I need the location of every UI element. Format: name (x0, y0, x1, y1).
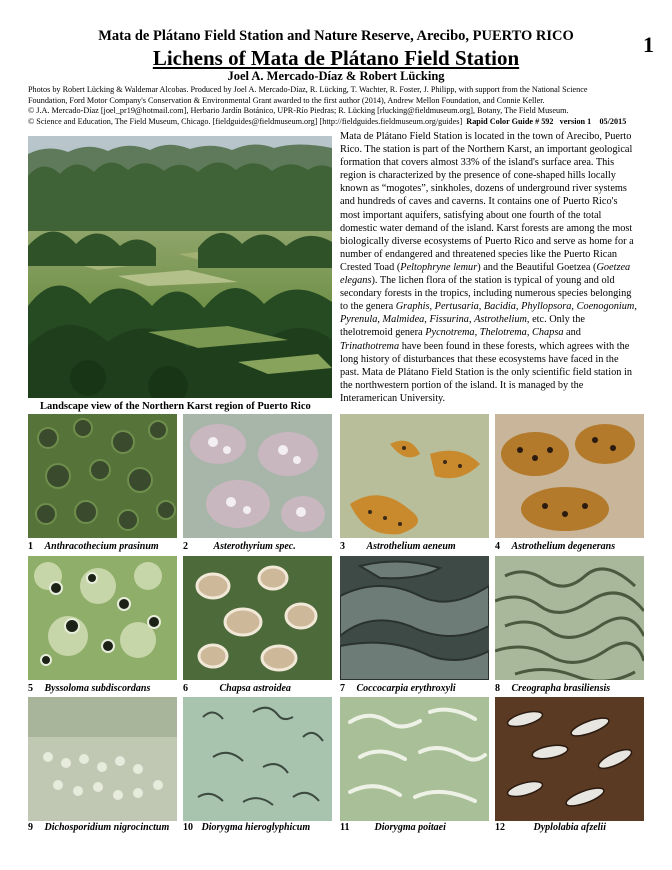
caption-num: 7 (340, 683, 345, 694)
species-name: Anthracothecium prasinum (44, 541, 159, 552)
genus-9: Astrothelium (474, 314, 527, 326)
genus-2: Pertusaria (434, 301, 479, 313)
caption-num: 4 (495, 541, 500, 552)
genus-4: Phyllopsora (521, 301, 572, 313)
caption-num: 12 (495, 822, 505, 833)
credits-line-2: Foundation, Ford Motor Company's Conservation & Environmental Grant awarded to the first author (2014), Andrew Mellon Foundation, and Connie Keller. (28, 95, 545, 105)
lichen-photo-3 (340, 414, 489, 538)
intro-text (340, 130, 640, 405)
lichen-photo-11 (340, 697, 489, 821)
intro-p4: , etc. Only the thelotremoid genera (340, 314, 585, 339)
page-number: 1 (643, 32, 654, 57)
caption-10 (183, 822, 310, 836)
caption-2 (183, 541, 296, 555)
guide-date: 05/2015 (599, 116, 627, 126)
genus-8: Fissurina (429, 314, 469, 326)
caption-11 (340, 822, 446, 836)
caption-6 (183, 683, 291, 697)
caption-9 (28, 822, 169, 836)
guide-version: version 1 (559, 116, 592, 126)
credits-copyright: © Science and Education, The Field Museum, Chicago. [fieldguides@fieldmuseum.org] [http://fieldguides.fieldmuseum.org/guides] (28, 116, 463, 126)
sep: , (515, 301, 522, 313)
species-name: Chapsa astroidea (219, 683, 291, 694)
species-goetzea: Goetzea elegans (340, 261, 631, 287)
genus-1: Graphis (395, 301, 430, 313)
guide-label: Rapid Color Guide # 592 (466, 116, 554, 126)
species-name: Diorygma hieroglyphicum (201, 822, 311, 833)
genus-5: Coenogonium (576, 301, 635, 313)
intro-p5: have been found in these forests, which agrees with the long history of disturbances that these ecosystems have faced in the past. Mata de Plátano Field Station is the only scientific field station in the northwestern portion of the island. It is managed by the Interamerican University. (340, 340, 632, 404)
caption-num: 1 (28, 541, 33, 552)
genus-3: Bacidia (483, 301, 516, 313)
lichen-photo-10 (183, 697, 332, 821)
credits-line-4 (28, 117, 648, 128)
caption-5 (28, 683, 150, 697)
lichen-photo-4 (495, 414, 644, 538)
caption-8 (495, 683, 610, 697)
species-name: Asterothyrium spec. (213, 541, 296, 552)
species-name: Dichosporidium nigrocinctum (44, 822, 170, 833)
credits-line-1: Photos by Robert Lücking & Waldemar Alcobas. Produced by Joel A. Mercado-Díaz, R. Lücking, T. Wachter, R. Foster, J. Philipp, with support from the National Science (28, 85, 588, 94)
credits-block (28, 85, 648, 127)
landscape-caption: Landscape view of the Northern Karst region of Puerto Rico (40, 401, 311, 412)
landscape-photo (28, 136, 332, 398)
sep: , (468, 314, 475, 326)
lichen-photo-2 (183, 414, 332, 538)
lichen-photo-6 (183, 556, 332, 680)
genus-10: Pycnotrema (425, 327, 475, 339)
caption-num: 10 (183, 822, 193, 833)
intro-p1: Mata de Plátano Field Station is located in the town of Arecibo, Puerto Rico. The station is part of the Northern Karst, an important geological formation that covers almost 33% of the island's surface area. This region is characterized by the presence of cone-shaped hills locally known as “mogotes”, sinkholes, dozens of underground river systems and hundreds of caves and caverns. It contains one of Puerto Rico's most important aquifers, satisfying about one fourth of the total domestic water demand of the island. Karst forests are among the most biologically diverse ecosystems of Puerto Rico and serve as home for a number of endangered and threatened species like the Puerto Rican Crested Toad ( (340, 131, 634, 273)
sep: , (478, 301, 484, 313)
caption-num: 5 (28, 683, 33, 694)
intro-p2: ) and the Beautiful Goetzea ( (477, 261, 597, 273)
credits-line-3: © J.A. Mercado-Díaz [joel_pr19@hotmail.com], Herbario Jardín Botánico, UPR-Río Piedras; R. Lücking [rlucking@fieldmuseum.org], Botany, The Field Museum. (28, 106, 569, 116)
sep: , (429, 301, 435, 313)
species-name: Astrothelium aeneum (366, 541, 456, 552)
species-name: Byssoloma subdiscordans (44, 683, 151, 694)
lichen-photo-1 (28, 414, 177, 538)
sep: , (377, 314, 383, 326)
caption-num: 6 (183, 683, 188, 694)
genus-13: Trinathotrema (340, 340, 400, 352)
caption-num: 8 (495, 683, 500, 694)
sep: , (571, 301, 577, 313)
lichen-photo-12 (495, 697, 644, 821)
genus-7: Malmidea (382, 314, 425, 326)
sep: and (563, 327, 581, 339)
lichen-photo-9 (28, 697, 177, 821)
sep: , (634, 301, 637, 313)
species-name: Diorygma poitaei (374, 822, 446, 833)
genus-12: Chapsa (532, 327, 564, 339)
species-peltophryne: Peltophryne lemur (400, 261, 478, 273)
species-name: Creographa brasiliensis (511, 683, 611, 694)
species-name: Dyplolabia afzelii (533, 822, 606, 833)
sep: , (526, 327, 532, 339)
caption-num: 11 (340, 822, 350, 833)
species-name: Coccocarpia erythroxyli (356, 683, 456, 694)
caption-num: 3 (340, 541, 345, 552)
genus-6: Pyrenula (340, 314, 378, 326)
caption-7 (340, 683, 456, 697)
intro-p3: ). The lichen flora of the station is typical of young and old secondary forests in the tropics, including numerous species belonging to the genera (340, 275, 632, 313)
species-name: Astrothelium degenerans (511, 541, 616, 552)
caption-1 (28, 541, 159, 555)
caption-12 (495, 822, 606, 836)
sep: , (474, 327, 480, 339)
header-subtitle: Mata de Plátano Field Station and Nature Reserve, Arecibo, PUERTO RICO (98, 28, 574, 44)
lichen-photo-7 (340, 556, 489, 680)
caption-num: 2 (183, 541, 188, 552)
lichen-photo-5 (28, 556, 177, 680)
caption-4 (495, 541, 615, 555)
genus-11: Thelotrema (479, 327, 527, 339)
lichen-photo-8 (495, 556, 644, 680)
caption-3 (340, 541, 456, 555)
sep: , (424, 314, 430, 326)
page-title: Lichens of Mata de Plátano Field Station (152, 46, 520, 70)
authors: Joel A. Mercado-Díaz & Robert Lücking (227, 69, 445, 83)
caption-num: 9 (28, 822, 33, 833)
